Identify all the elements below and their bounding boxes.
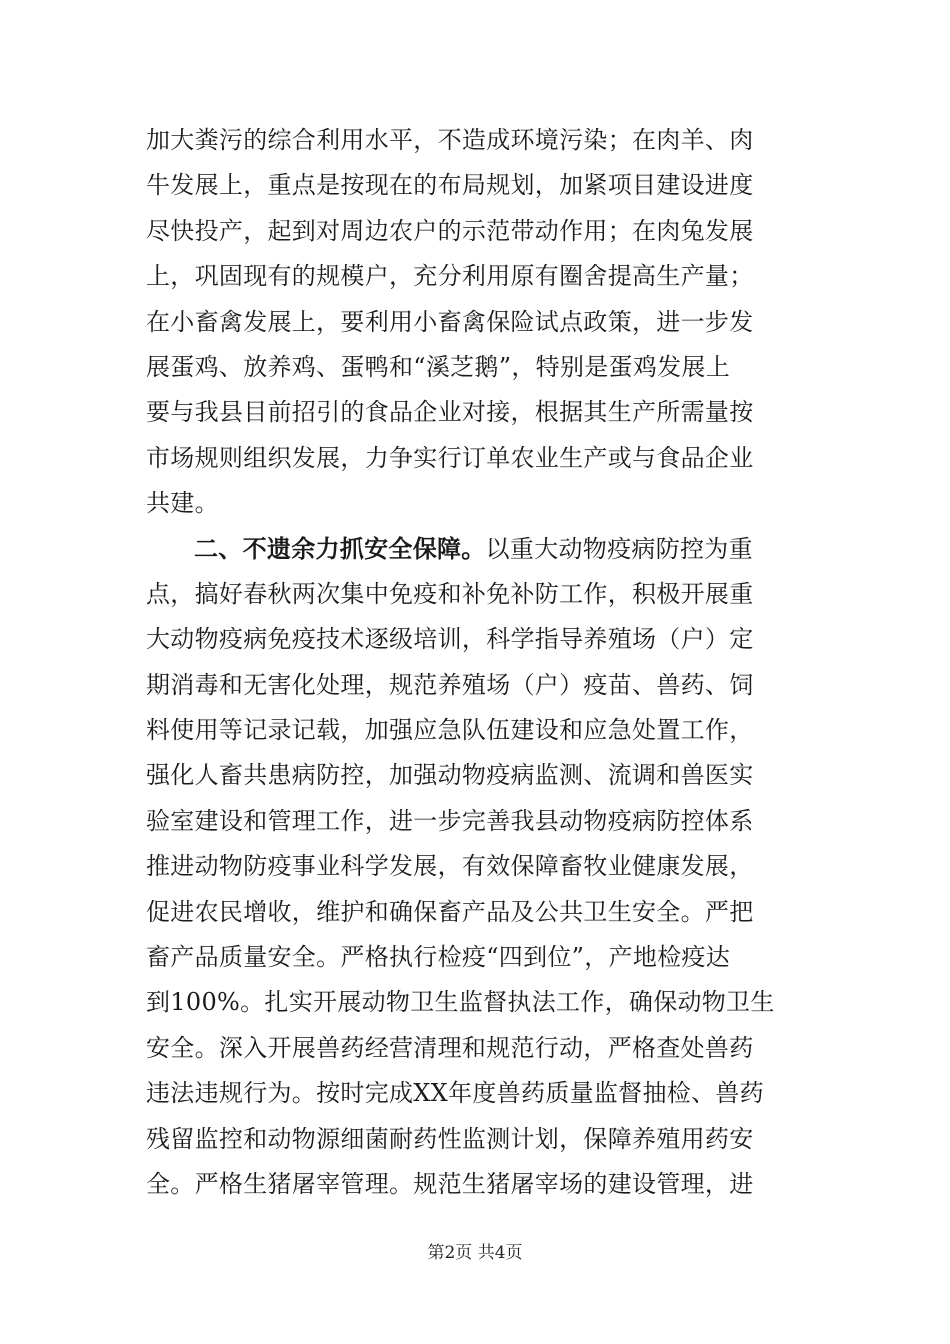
text-line: 大动物疫病免疫技术逐级培训，科学指导养殖场（户）定 (146, 625, 754, 654)
section-2-first-line (146, 527, 806, 572)
page-footer: 第2页 共4页 (427, 1243, 523, 1263)
text-line: 期消毒和无害化处理，规范养殖场（户）疫苗、兽药、饲 (146, 670, 754, 699)
text-line: 促进农民增收，维护和确保畜产品及公共卫生安全。严把 (146, 897, 754, 926)
text-line: 尽快投产，起到对周边农户的示范带动作用；在肉兔发展 (146, 216, 754, 245)
text-line: 强化人畜共患病防控，加强动物疫病监测、流调和兽医实 (146, 761, 754, 790)
text-line: 要与我县目前招引的食品企业对接，根据其生产所需量按 (146, 398, 754, 427)
text-line: 到100%。扎实开展动物卫生监督执法工作，确保动物卫生 (146, 988, 775, 1017)
text-line: 市场规则组织发展，力争实行订单农业生产或与食品企业 (146, 443, 754, 472)
text-line: 推进动物防疫事业科学发展，有效保障畜牧业健康发展， (146, 852, 754, 881)
text-line: 在小畜禽发展上，要利用小畜禽保险试点政策，进一步发 (146, 307, 754, 336)
text-line: 畜产品质量安全。严格执行检疫“四到位”，产地检疫达 (146, 943, 731, 972)
text-line: 料使用等记录记载，加强应急队伍建设和应急处置工作， (146, 716, 754, 745)
text-line: 加大粪污的综合利用水平，不造成环境污染；在肉羊、肉 (146, 126, 754, 154)
section-2-heading: 二、不遗余力抓安全保障。 (194, 534, 486, 563)
text-line: 共建。 (146, 489, 219, 518)
section-2-first-line-text: 以重大动物疫病防控为重 (485, 534, 753, 563)
text-line: 残留监控和动物源细菌耐药性监测计划，保障养殖用药安 (146, 1124, 754, 1153)
body-text (146, 118, 806, 1207)
text-line: 牛发展上，重点是按现在的布局规划，加紧项目建设进度 (146, 171, 754, 200)
text-line: 全。严格生猪屠宰管理。规范生猪屠宰场的建设管理，进 (146, 1169, 754, 1198)
text-line: 违法违规行为。按时完成XX年度兽药质量监督抽检、兽药 (146, 1079, 764, 1108)
text-line: 验室建设和管理工作，进一步完善我县动物疫病防控体系 (146, 806, 754, 835)
text-line: 展蛋鸡、放养鸡、蛋鸭和“溪芝鹅”，特别是蛋鸡发展上 (146, 352, 731, 381)
text-line: 上，巩固现有的规模户，充分利用原有圈舍提高生产量； (146, 262, 754, 291)
text-line: 安全。深入开展兽药经营清理和规范行动，严格查处兽药 (146, 1033, 754, 1062)
text-line: 点，搞好春秋两次集中免疫和补免补防工作，积极开展重 (146, 579, 754, 608)
